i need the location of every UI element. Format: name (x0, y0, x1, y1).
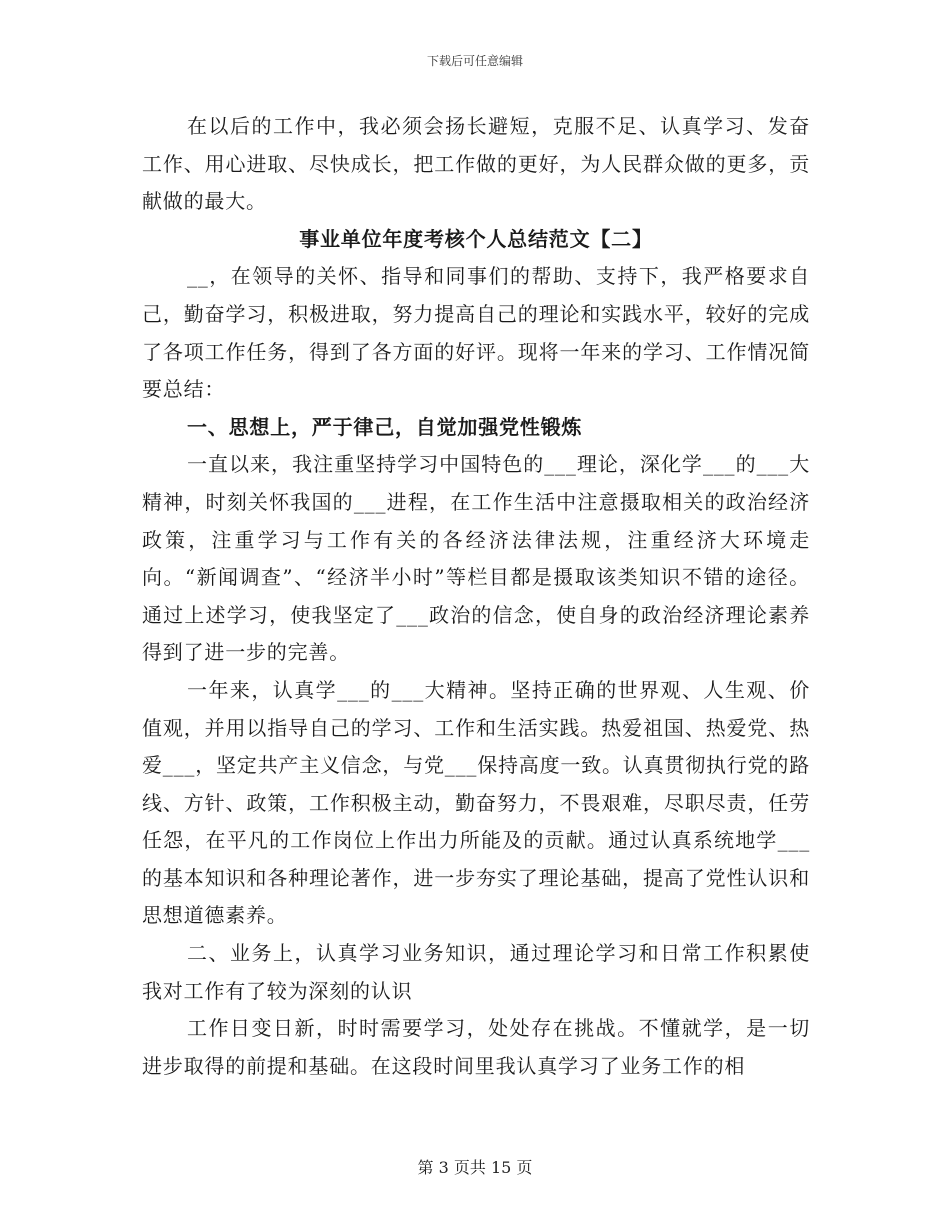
paragraph-year-review: 一年来，认真学___的___大精神。坚持正确的世界观、人生观、价值观，并用以指导自己的学习、工作和生活实践。热爱祖国、热爱党、热爱___，坚定共产主义信念，与党___保持高度一致。认真贯彻执行党的路线、方针、政策，工作积极主动，勤奋努力，不畏艰难，尽职尽责，任劳任怨，在平凡的工作岗位上作出力所能及的贡献。通过认真系统地学___的基本知识和各种理论著作，进一步夯实了理论基础，提高了党性认识和思想道德素养。 (142, 677, 810, 928)
page-number-footer: 第 3 页共 15 页 (417, 1158, 533, 1177)
paragraph-intro: __，在领导的关怀、指导和同事们的帮助、支持下，我严格要求自己，勤奋学习，积极进取，努力提高自己的理论和实践水平，较好的完成了各项工作任务，得到了各方面的好评。现将一年来的学习、工作情况简要总结： (142, 264, 810, 402)
document-body (142, 108, 810, 1085)
heading-business: 二、业务上，认真学习业务知识，通过理论学习和日常工作积累使我对工作有了较为深刻的认识 (142, 941, 810, 1003)
paragraph-work-learning: 工作日变日新，时时需要学习，处处存在挑战。不懂就学，是一切进步取得的前提和基础。在这段时间里我认真学习了业务工作的相 (142, 1016, 810, 1078)
paragraph-closing: 在以后的工作中，我必须会扬长避短，克服不足、认真学习、发奋工作、用心进取、尽快成长，把工作做的更好，为人民群众做的更多，贡献做的最大。 (142, 114, 810, 214)
heading-ideology: 一、思想上，严于律己，自觉加强党性锻炼 (187, 414, 583, 439)
page-header-note: 下载后可任意编辑 (426, 54, 523, 68)
section-title: 事业单位年度考核个人总结范文【二】 (299, 226, 653, 251)
paragraph-theory-study: 一直以来，我注重坚持学习中国特色的___理论，深化学___的___大精神，时刻关怀我国的___进程，在工作生活中注意摄取相关的政治经济政策，注重学习与工作有关的各经济法律法规，注重经济大环境走向。“新闻调查”、“经济半小时”等栏目都是摄取该类知识不错的途径。通过上述学习，使我坚定了___政治的信念，使自身的政治经济理论素养得到了进一步的完善。 (142, 452, 810, 665)
